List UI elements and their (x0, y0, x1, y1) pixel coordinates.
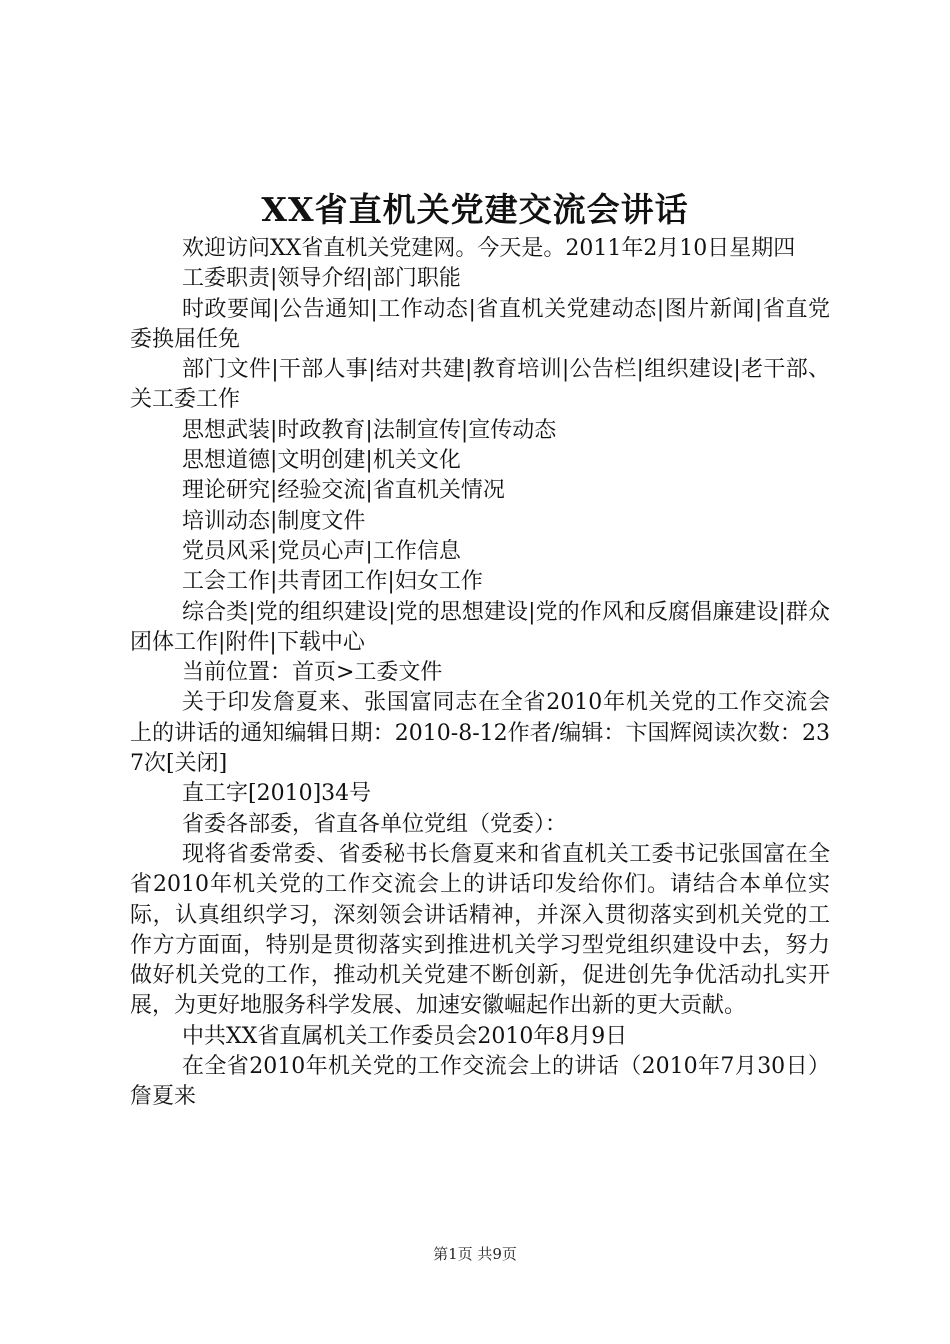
paragraph-location: 当前位置：首页>工委文件 (182, 660, 443, 686)
paragraph-nav-general: 综合类|党的组织建设|党的思想建设|党的作风和反腐倡廉建设|群众团体工作|附件|下载中心 (130, 599, 830, 655)
paragraph-signature: 中共XX省直属机关工作委员会2010年8月9日 (182, 1023, 628, 1049)
page-number-footer: 第1页 共9页 (433, 1245, 517, 1263)
document-body (130, 234, 830, 1113)
paragraph-nav-departments: 部门文件|干部人事|结对共建|教育培训|公告栏|组织建设|老干部、关工委工作 (130, 357, 830, 413)
paragraph-nav-news: 时政要闻|公告通知|工作动态|省直机关党建动态|图片新闻|省直党委换届任免 (130, 296, 830, 352)
paragraph-nav-members: 党员风采|党员心声|工作信息 (182, 538, 461, 564)
paragraph-nav-union: 工会工作|共青团工作|妇女工作 (182, 569, 483, 595)
paragraph-welcome: 欢迎访问XX省直机关党建网。今天是。2011年2月10日星期四 (182, 236, 796, 261)
paragraph-nav-ideology: 思想武装|时政教育|法制宣传|宣传动态 (182, 417, 557, 443)
paragraph-main-body: 现将省委常委、省委秘书长詹夏来和省直机关工委书记张国富在全省2010年机关党的工作交流会上的讲话印发给你们。请结合本单位实际，认真组织学习，深刻领会讲话精神，并深入贯彻落实到机关党的工作方方面面，特别是贯彻落实到推进机关学习型党组织建设中去，努力做好机关党的工作，推动机关党建不断创新，促进创先争优活动扎实开展，为更好地服务科学发展、加速安徽崛起作出新的更大贡献。 (130, 841, 830, 1019)
paragraph-nav-training: 培训动态|制度文件 (182, 508, 366, 534)
paragraph-nav-theory: 理论研究|经验交流|省直机关情况 (182, 478, 505, 504)
paragraph-nav-morality: 思想道德|文明创建|机关文化 (182, 448, 461, 474)
paragraph-salutation: 省委各部委，省直各单位党组（党委）： (182, 811, 568, 837)
paragraph-speech-title: 在全省2010年机关党的工作交流会上的讲话（2010年7月30日）詹夏来 (130, 1054, 830, 1110)
paragraph-nav-committee: 工委职责|领导介绍|部门职能 (182, 266, 461, 292)
document-title: XX省直机关党建交流会讲话 (261, 190, 689, 229)
paragraph-notice-header: 关于印发詹夏来、张国富同志在全省2010年机关党的工作交流会上的讲话的通知编辑日期：2010-8-12作者/编辑：卞国辉阅读次数：237次[关闭] (130, 690, 830, 777)
paragraph-doc-number: 直工字[2010]34号 (182, 781, 372, 807)
